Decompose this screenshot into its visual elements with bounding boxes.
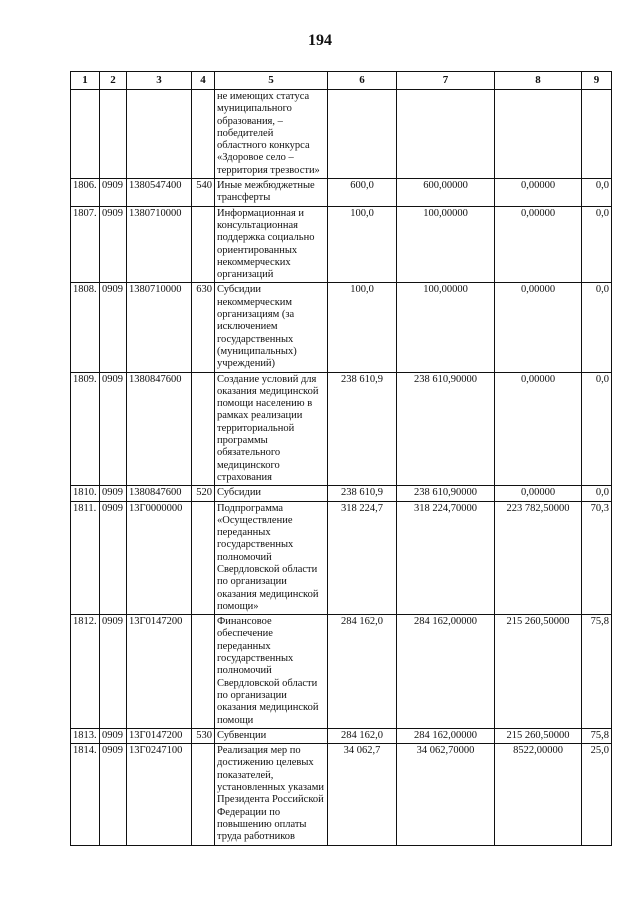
row-number: 1811. <box>71 501 100 615</box>
target-article-code: 1380547400 <box>127 179 192 207</box>
target-article-code: 1380710000 <box>127 283 192 372</box>
column-9-value: 75,8 <box>582 615 612 729</box>
column-9-value: 0,0 <box>582 179 612 207</box>
column-7-value: 100,00000 <box>397 283 495 372</box>
column-header: 2 <box>100 72 127 90</box>
target-article-code: 13Г0247100 <box>127 744 192 845</box>
column-7-value: 238 610,90000 <box>397 486 495 501</box>
expense-type-code <box>192 615 215 729</box>
section-code <box>100 90 127 179</box>
column-9-value: 25,0 <box>582 744 612 845</box>
table-row <box>71 179 612 207</box>
column-9-value: 0,0 <box>582 486 612 501</box>
column-header: 7 <box>397 72 495 90</box>
row-number: 1806. <box>71 179 100 207</box>
column-7-value <box>397 90 495 179</box>
row-number: 1807. <box>71 206 100 283</box>
column-8-value: 215 260,50000 <box>495 728 582 743</box>
column-header: 9 <box>582 72 612 90</box>
item-name: не имеющих статуса муниципального образования, – победителей областного конкурса «Здоровое село – территория трезвости» <box>215 90 328 179</box>
column-8-value: 0,00000 <box>495 283 582 372</box>
table-row <box>71 486 612 501</box>
column-8-value: 8522,00000 <box>495 744 582 845</box>
column-9-value <box>582 90 612 179</box>
row-number: 1808. <box>71 283 100 372</box>
row-number <box>71 90 100 179</box>
item-name: Создание условий для оказания медицинской помощи населению в рамках реализации территориальной программы обязательного медицинского страхования <box>215 372 328 486</box>
item-name: Финансовое обеспечение переданных государственных полномочий Свердловской области по организации оказания медицинской помощи <box>215 615 328 729</box>
column-7-value: 34 062,70000 <box>397 744 495 845</box>
section-code: 0909 <box>100 206 127 283</box>
budget-table <box>70 71 612 846</box>
expense-type-code <box>192 206 215 283</box>
column-7-value: 238 610,90000 <box>397 372 495 486</box>
column-6-value: 100,0 <box>328 283 397 372</box>
expense-type-code: 630 <box>192 283 215 372</box>
row-number: 1814. <box>71 744 100 845</box>
expense-type-code <box>192 90 215 179</box>
expense-type-code <box>192 372 215 486</box>
column-9-value: 70,3 <box>582 501 612 615</box>
item-name: Реализация мер по достижению целевых показателей, установленных указами Президента Российской Федерации по повышению оплаты труда работников <box>215 744 328 845</box>
column-header: 3 <box>127 72 192 90</box>
table-row <box>71 372 612 486</box>
target-article-code <box>127 90 192 179</box>
target-article-code: 1380847600 <box>127 372 192 486</box>
row-number: 1812. <box>71 615 100 729</box>
column-6-value <box>328 90 397 179</box>
column-header: 1 <box>71 72 100 90</box>
column-8-value: 0,00000 <box>495 179 582 207</box>
column-7-value: 284 162,00000 <box>397 615 495 729</box>
column-9-value: 0,0 <box>582 283 612 372</box>
column-9-value: 0,0 <box>582 206 612 283</box>
target-article-code: 13Г0000000 <box>127 501 192 615</box>
column-7-value: 318 224,70000 <box>397 501 495 615</box>
column-8-value: 0,00000 <box>495 486 582 501</box>
section-code: 0909 <box>100 283 127 372</box>
item-name: Субвенции <box>215 728 328 743</box>
section-code: 0909 <box>100 179 127 207</box>
section-code: 0909 <box>100 744 127 845</box>
row-number: 1809. <box>71 372 100 486</box>
item-name: Подпрограмма «Осуществление переданных государственных полномочий Свердловской области по организации оказания медицинской помощи» <box>215 501 328 615</box>
column-header: 6 <box>328 72 397 90</box>
section-code: 0909 <box>100 728 127 743</box>
table-row <box>71 615 612 729</box>
section-code: 0909 <box>100 486 127 501</box>
column-header: 5 <box>215 72 328 90</box>
expense-type-code: 530 <box>192 728 215 743</box>
column-6-value: 100,0 <box>328 206 397 283</box>
column-7-value: 600,00000 <box>397 179 495 207</box>
table-row <box>71 501 612 615</box>
column-6-value: 284 162,0 <box>328 615 397 729</box>
column-8-value: 215 260,50000 <box>495 615 582 729</box>
expense-type-code <box>192 501 215 615</box>
column-6-value: 600,0 <box>328 179 397 207</box>
table-row <box>71 744 612 845</box>
section-code: 0909 <box>100 501 127 615</box>
target-article-code: 1380847600 <box>127 486 192 501</box>
column-8-value <box>495 90 582 179</box>
table-row <box>71 206 612 283</box>
table-row <box>71 728 612 743</box>
target-article-code: 13Г0147200 <box>127 615 192 729</box>
page-number: 194 <box>308 32 332 49</box>
column-7-value: 284 162,00000 <box>397 728 495 743</box>
row-number: 1813. <box>71 728 100 743</box>
item-name: Субсидии <box>215 486 328 501</box>
column-6-value: 238 610,9 <box>328 486 397 501</box>
section-code: 0909 <box>100 372 127 486</box>
item-name: Субсидии некоммерческим организациям (за исключением государственных (муниципальных) учреждений) <box>215 283 328 372</box>
column-9-value: 75,8 <box>582 728 612 743</box>
target-article-code: 13Г0147200 <box>127 728 192 743</box>
column-6-value: 284 162,0 <box>328 728 397 743</box>
table-row <box>71 90 612 179</box>
column-8-value: 223 782,50000 <box>495 501 582 615</box>
column-8-value: 0,00000 <box>495 372 582 486</box>
header-row <box>71 72 612 90</box>
target-article-code: 1380710000 <box>127 206 192 283</box>
column-7-value: 100,00000 <box>397 206 495 283</box>
item-name: Иные межбюджетные трансферты <box>215 179 328 207</box>
column-9-value: 0,0 <box>582 372 612 486</box>
column-header: 4 <box>192 72 215 90</box>
column-header: 8 <box>495 72 582 90</box>
expense-type-code: 540 <box>192 179 215 207</box>
column-6-value: 34 062,7 <box>328 744 397 845</box>
column-8-value: 0,00000 <box>495 206 582 283</box>
column-6-value: 318 224,7 <box>328 501 397 615</box>
expense-type-code <box>192 744 215 845</box>
section-code: 0909 <box>100 615 127 729</box>
item-name: Информационная и консультационная поддержка социально ориентированных некоммерческих организаций <box>215 206 328 283</box>
row-number: 1810. <box>71 486 100 501</box>
column-6-value: 238 610,9 <box>328 372 397 486</box>
table-row <box>71 283 612 372</box>
expense-type-code: 520 <box>192 486 215 501</box>
